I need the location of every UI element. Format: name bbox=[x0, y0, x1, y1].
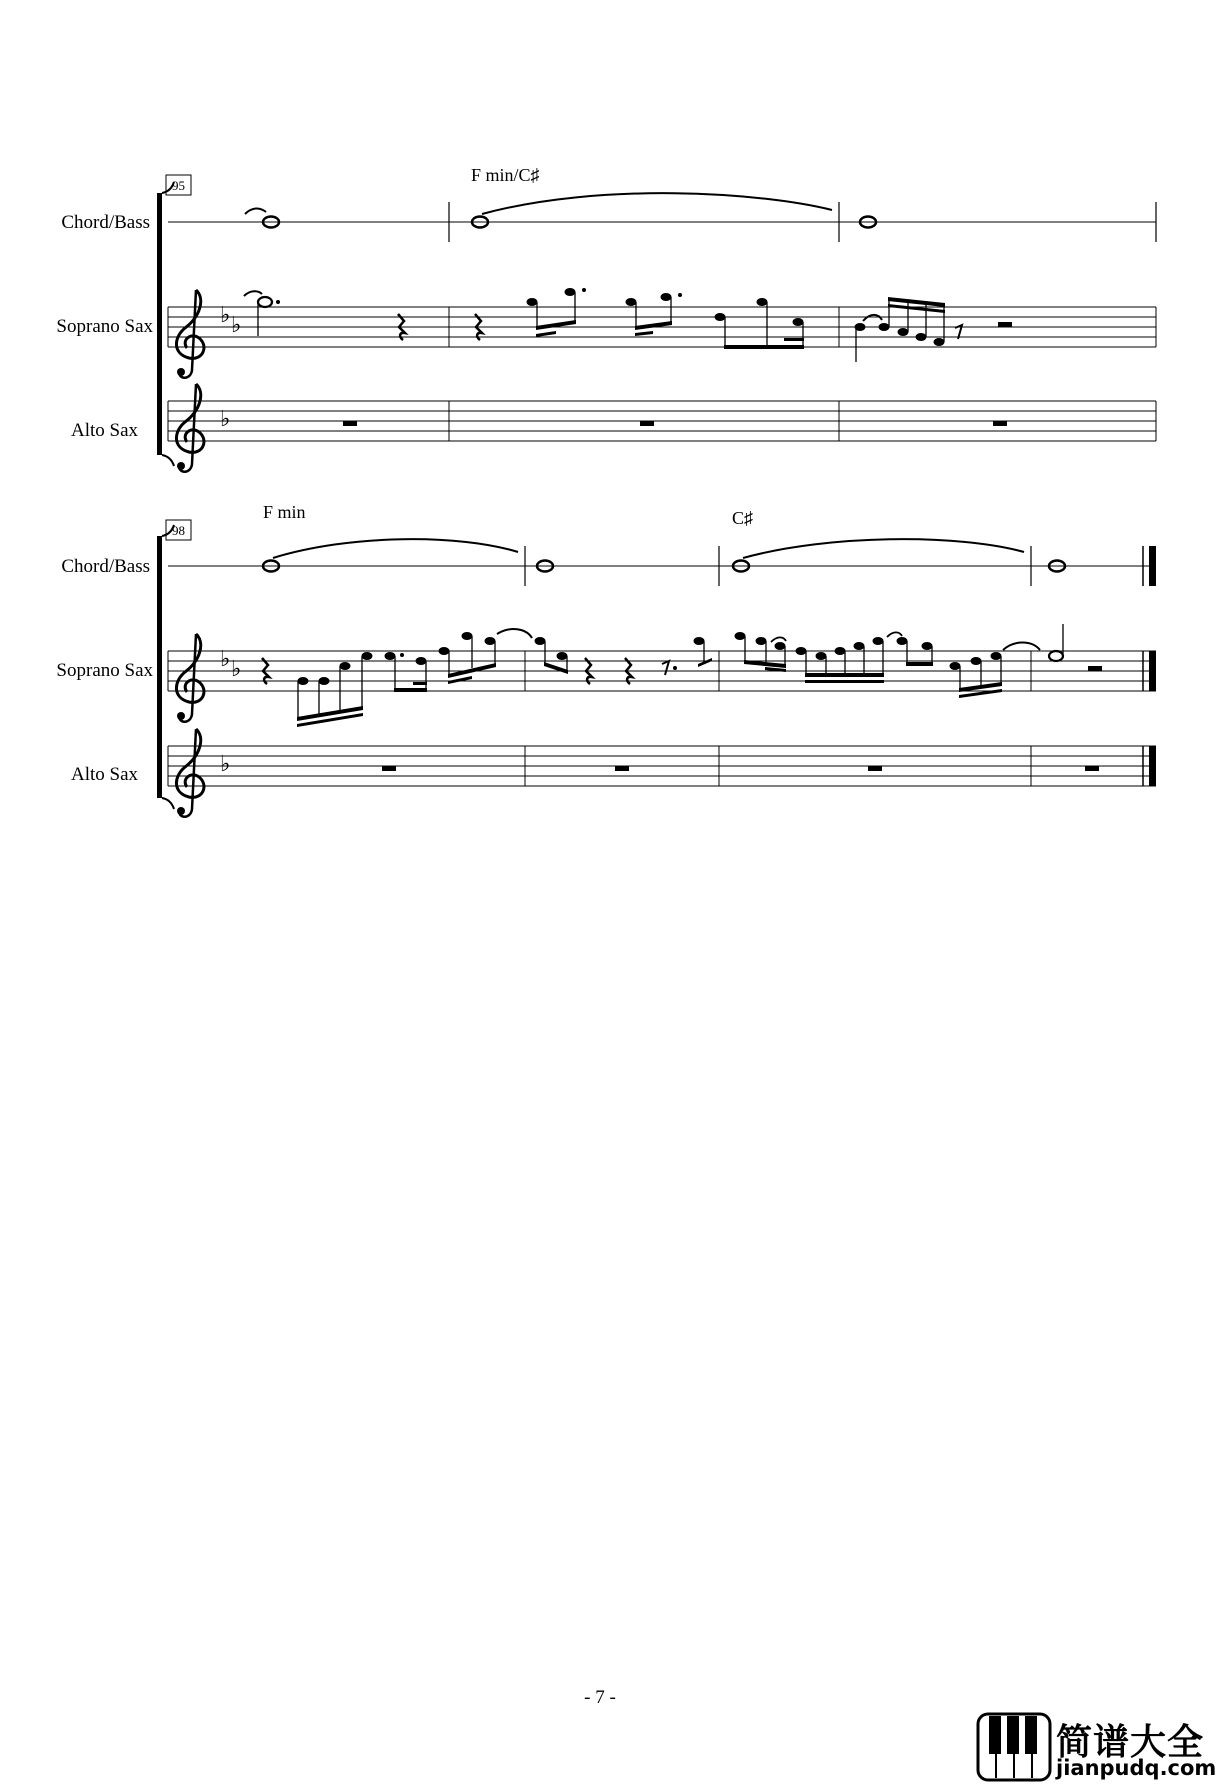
chord-symbol: F min bbox=[263, 502, 306, 522]
system-bracket bbox=[157, 536, 162, 798]
system-1 bbox=[56, 165, 1156, 472]
svg-text:♭: ♭ bbox=[220, 647, 231, 672]
instrument-label-alto-sax: Alto Sax bbox=[70, 764, 138, 785]
page-number: - 7 - bbox=[584, 1687, 616, 1708]
soprano-sax-staff bbox=[168, 624, 1156, 727]
svg-text:♭: ♭ bbox=[231, 657, 242, 682]
svg-text:♭: ♭ bbox=[220, 752, 231, 777]
site-logo bbox=[976, 1712, 1216, 1782]
svg-text:♭: ♭ bbox=[220, 303, 231, 328]
chord-bass-staff bbox=[168, 193, 1156, 242]
logo-title: 简谱大全 bbox=[1056, 1722, 1205, 1763]
chord-symbol: F min/C♯ bbox=[471, 165, 540, 185]
measure-number: 98 bbox=[172, 523, 185, 538]
svg-text:♭: ♭ bbox=[220, 407, 231, 432]
instrument-label-chord-bass: Chord/Bass bbox=[61, 212, 150, 233]
measure-number: 95 bbox=[172, 178, 185, 193]
instrument-label-soprano-sax: Soprano Sax bbox=[56, 660, 153, 681]
svg-text:♭: ♭ bbox=[231, 313, 242, 338]
logo-url: jianpudq.com bbox=[1056, 1756, 1216, 1780]
piano-keys-icon bbox=[976, 1712, 1052, 1782]
system-bracket bbox=[157, 193, 162, 455]
system-2 bbox=[56, 502, 1156, 817]
instrument-label-chord-bass: Chord/Bass bbox=[61, 556, 150, 577]
chord-symbol: C♯ bbox=[732, 508, 754, 528]
alto-sax-staff bbox=[168, 384, 1156, 472]
chord-bass-staff bbox=[168, 539, 1156, 586]
instrument-label-alto-sax: Alto Sax bbox=[70, 420, 138, 441]
instrument-label-soprano-sax: Soprano Sax bbox=[56, 316, 153, 337]
alto-sax-staff bbox=[168, 729, 1156, 817]
soprano-sax-staff bbox=[168, 288, 1156, 378]
